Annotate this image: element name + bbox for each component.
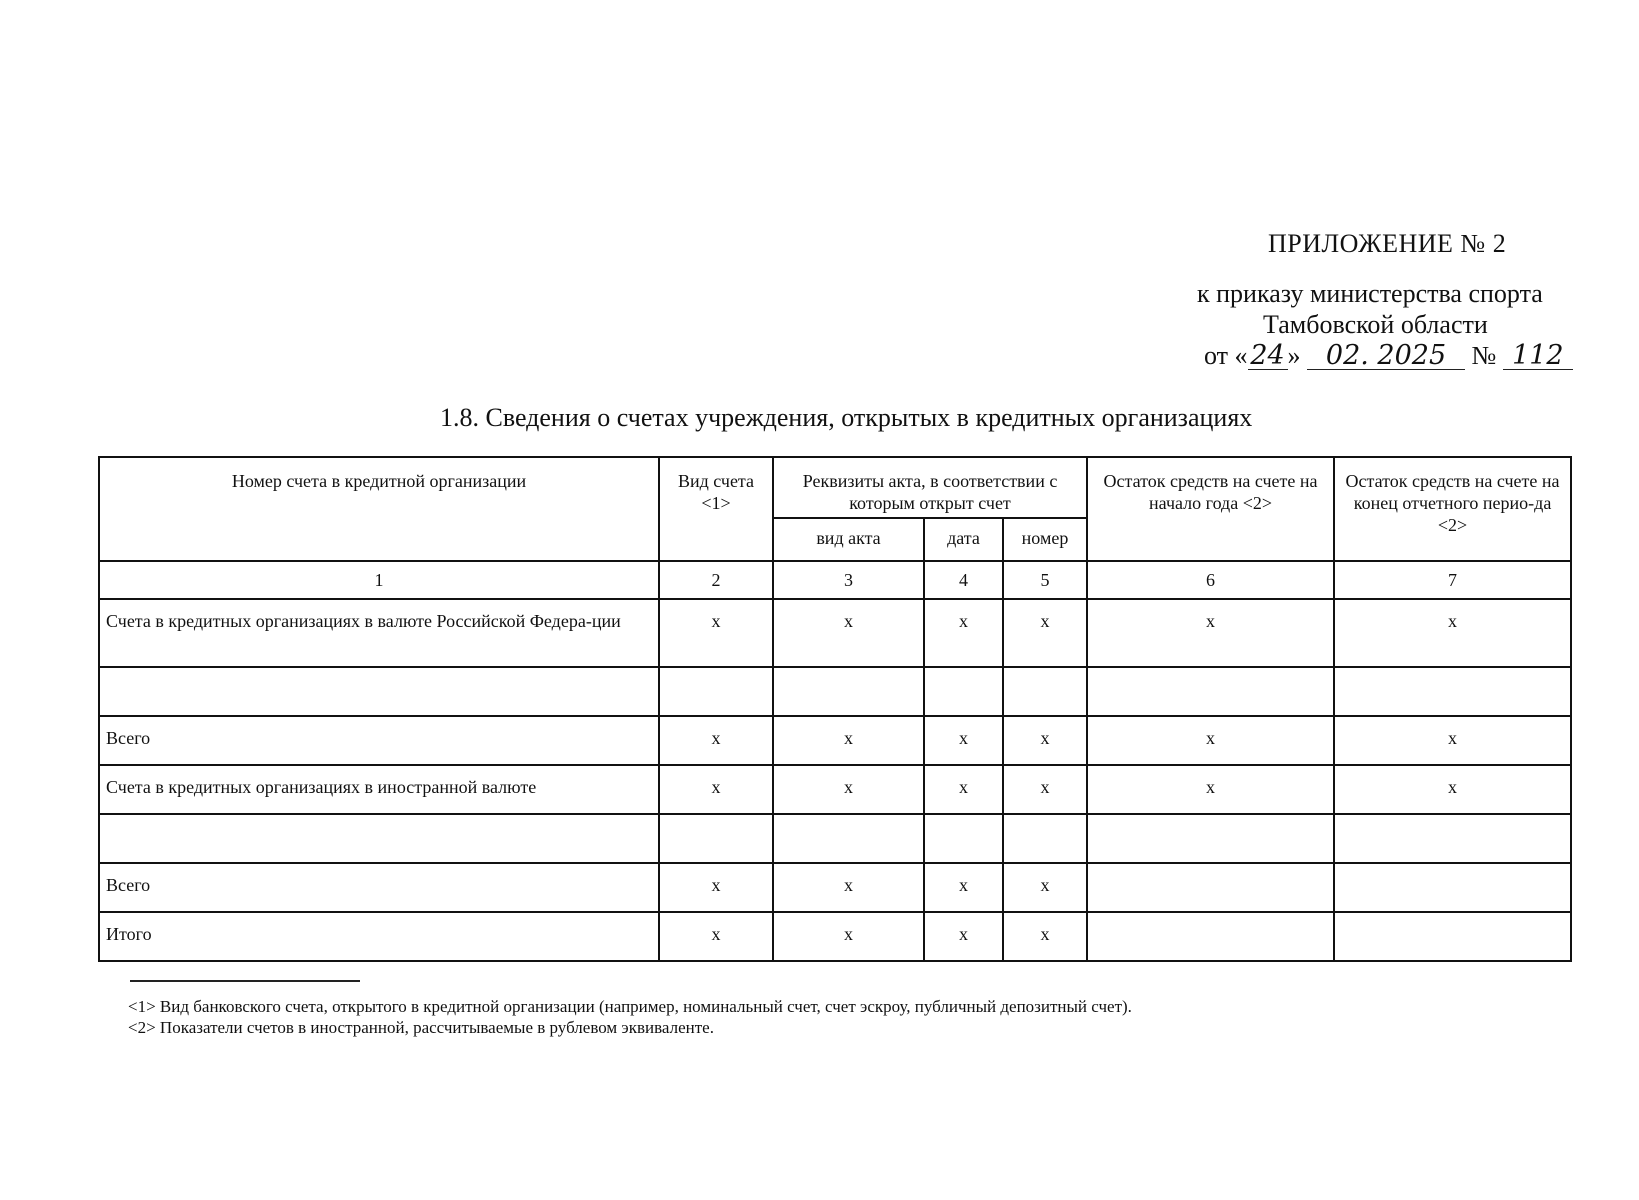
header-balance-end: Остаток средств на счете на конец отчетного перио-да <2>	[1334, 457, 1571, 561]
header-account-number: Номер счета в кредитной организации	[99, 457, 659, 561]
table-row	[99, 667, 1571, 716]
column-number: 6	[1087, 561, 1334, 599]
table-cell	[1003, 814, 1087, 863]
table-cell: x	[1003, 716, 1087, 765]
table-row	[99, 599, 1571, 667]
table-cell: x	[773, 716, 924, 765]
table-cell	[659, 667, 773, 716]
table-cell	[1087, 912, 1334, 961]
table-cell	[773, 814, 924, 863]
number-sign: №	[1471, 341, 1497, 370]
column-number: 7	[1334, 561, 1571, 599]
order-number: 112	[1503, 343, 1573, 370]
table-cell	[1334, 863, 1571, 912]
table-cell: x	[924, 863, 1003, 912]
table-cell	[1087, 863, 1334, 912]
header-balance-start: Остаток средств на счете на начало года <2>	[1087, 457, 1334, 561]
date-day: 24	[1248, 343, 1288, 370]
table-cell	[924, 667, 1003, 716]
date-prefix: от «	[1204, 341, 1248, 370]
table-cell	[659, 814, 773, 863]
table-row	[99, 716, 1571, 765]
header-act-date: дата	[924, 518, 1003, 561]
table-cell: x	[1334, 716, 1571, 765]
table-cell: x	[924, 765, 1003, 814]
table-cell: x	[773, 765, 924, 814]
accounts-table	[98, 456, 1572, 962]
date-close: »	[1287, 341, 1301, 370]
footnotes	[128, 996, 1132, 1038]
table-cell: x	[924, 599, 1003, 667]
table-cell: x	[659, 716, 773, 765]
table-cell: x	[1334, 599, 1571, 667]
header-act-type: вид акта	[773, 518, 924, 561]
table-cell	[1087, 667, 1334, 716]
table-cell: x	[659, 765, 773, 814]
footnote-divider	[130, 980, 360, 982]
section-title: 1.8. Сведения о счетах учреждения, открытых в кредитных организациях	[440, 403, 1253, 432]
column-number: 3	[773, 561, 924, 599]
header-row	[99, 457, 1571, 518]
order-line-1: к приказу министерства спорта	[1197, 279, 1543, 308]
table-row	[99, 765, 1571, 814]
table-cell: x	[773, 599, 924, 667]
row-label	[99, 814, 659, 863]
date-month-year: 02. 2025	[1307, 343, 1465, 370]
table-cell: x	[659, 599, 773, 667]
column-number-row	[99, 561, 1571, 599]
table-cell	[1003, 667, 1087, 716]
row-label: Итого	[99, 912, 659, 961]
table-cell: x	[1003, 765, 1087, 814]
order-line-2: Тамбовской области	[1263, 310, 1488, 339]
table-cell: x	[659, 863, 773, 912]
table-cell	[1334, 814, 1571, 863]
appendix-title: ПРИЛОЖЕНИЕ № 2	[1268, 229, 1507, 258]
column-number: 2	[659, 561, 773, 599]
table-cell	[1334, 667, 1571, 716]
table-cell: x	[1087, 599, 1334, 667]
table-row	[99, 814, 1571, 863]
table-cell: x	[924, 716, 1003, 765]
table-row	[99, 912, 1571, 961]
column-number: 4	[924, 561, 1003, 599]
footnote-2: <2> Показатели счетов в иностранной, рассчитываемые в рублевом эквиваленте.	[128, 1018, 714, 1037]
table-cell: x	[1087, 716, 1334, 765]
table-cell	[924, 814, 1003, 863]
row-label: Счета в кредитных организациях в валюте Российской Федера-ции	[99, 599, 659, 667]
table-cell: x	[1087, 765, 1334, 814]
table-cell: x	[659, 912, 773, 961]
table-cell	[773, 667, 924, 716]
table-cell	[1334, 912, 1571, 961]
footnote-1: <1> Вид банковского счета, открытого в кредитной организации (например, номинальный счет, счет эскроу, публичный депозитный счет).	[128, 997, 1132, 1016]
order-date-line	[1204, 340, 1573, 371]
table-cell: x	[1003, 912, 1087, 961]
table-cell	[1087, 814, 1334, 863]
header-act-details: Реквизиты акта, в соответствии с которым открыт счет	[773, 457, 1087, 518]
table-cell: x	[1003, 863, 1087, 912]
row-label: Счета в кредитных организациях в иностранной валюте	[99, 765, 659, 814]
row-label: Всего	[99, 863, 659, 912]
table-cell: x	[773, 912, 924, 961]
column-number: 1	[99, 561, 659, 599]
table-cell: x	[924, 912, 1003, 961]
column-number: 5	[1003, 561, 1087, 599]
header-account-type: Вид счета <1>	[659, 457, 773, 561]
table-cell: x	[773, 863, 924, 912]
header-act-number: номер	[1003, 518, 1087, 561]
row-label	[99, 667, 659, 716]
table-row	[99, 863, 1571, 912]
row-label: Всего	[99, 716, 659, 765]
table-cell: x	[1334, 765, 1571, 814]
table-cell: x	[1003, 599, 1087, 667]
